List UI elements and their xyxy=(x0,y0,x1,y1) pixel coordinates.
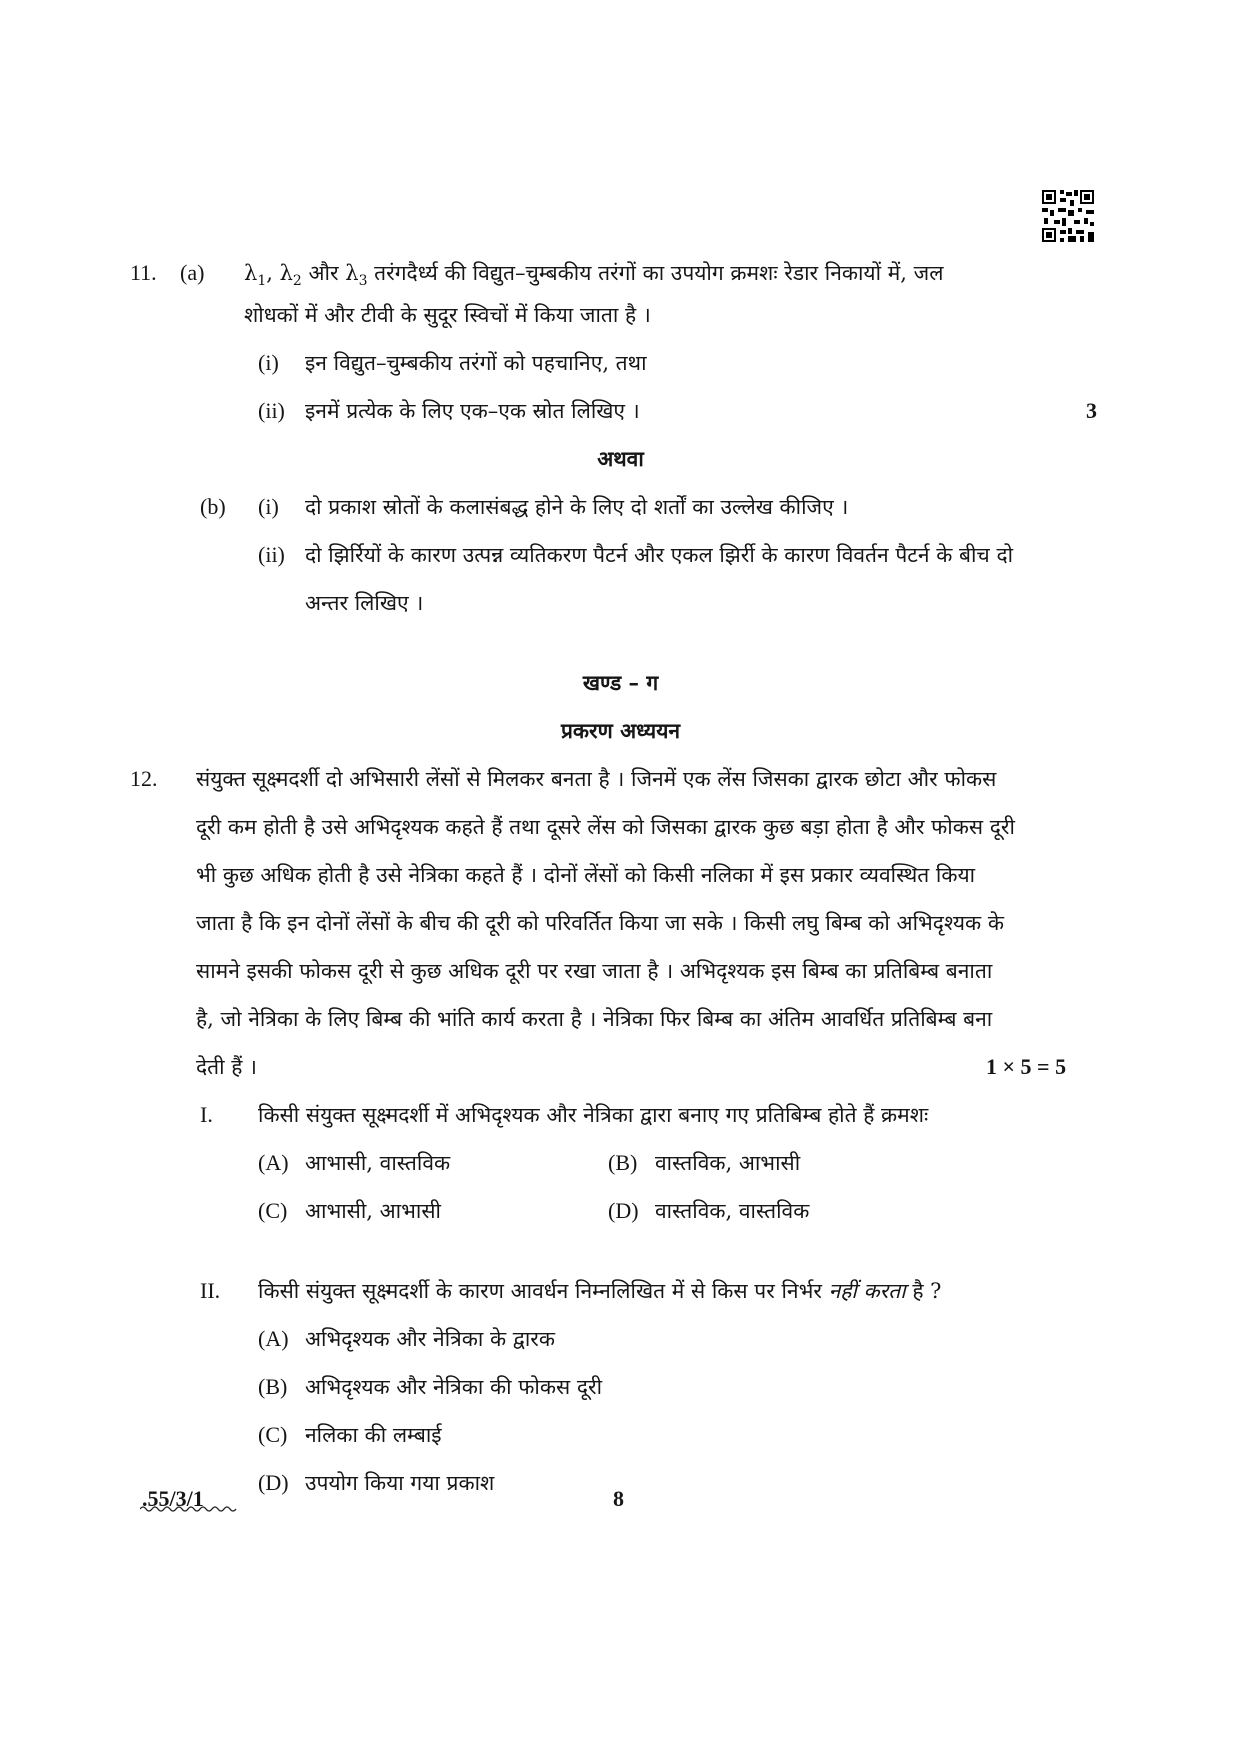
case-study-line: है, जो नेत्रिका के लिए बिम्ब की भांति कार्य करता है । नेत्रिका फिर बिम्ब का अंतिम आवर्धित प्रतिबिम्ब बना xyxy=(196,1007,993,1031)
section-subtitle: प्रकरण अध्ययन xyxy=(560,718,681,743)
part-label: (b) xyxy=(200,494,226,519)
subquestion-label: I. xyxy=(200,1102,213,1127)
subpart-text: दो प्रकाश स्रोतों के कलासंबद्ध होने के लिए दो शर्तों का उल्लेख कीजिए । xyxy=(305,495,849,519)
option-label: (B) xyxy=(258,1374,288,1399)
case-study-line: संयुक्त सूक्ष्मदर्शी दो अभिसारी लेंसों से मिलकर बनता है । जिनमें एक लेंस जिसका द्वारक छोटा और फोकस xyxy=(196,767,997,791)
option-text: वास्तविक, वास्तविक xyxy=(655,1199,810,1223)
option-text: वास्तविक, आभासी xyxy=(655,1151,801,1175)
option-label: (D) xyxy=(258,1470,289,1495)
subquestion-text: किसी संयुक्त सूक्ष्मदर्शी के कारण आवर्धन निम्नलिखित में से किस पर निर्भर नहीं करता है ? xyxy=(258,1279,942,1303)
subpart-label: (i) xyxy=(258,494,279,519)
question-text: शोधकों में और टीवी के सुदूर स्विचों में किया जाता है । xyxy=(244,303,651,327)
option-text: उपयोग किया गया प्रकाश xyxy=(305,1471,495,1495)
or-separator: अथवा xyxy=(597,446,644,471)
subpart-text: दो झिर्रियों के कारण उत्पन्न व्यतिकरण पैटर्न और एकल झिर्री के कारण विवर्तन पैटर्न के बीच दो xyxy=(305,543,1014,567)
subpart-label: (i) xyxy=(258,350,279,375)
subquestion-label: II. xyxy=(200,1278,221,1303)
page-number: 8 xyxy=(613,1486,624,1511)
wavy-underline xyxy=(140,1505,238,1513)
option-text: आभासी, आभासी xyxy=(305,1199,441,1223)
subpart-text: इनमें प्रत्येक के लिए एक–एक स्रोत लिखिए । xyxy=(305,399,640,423)
option-text: आभासी, वास्तविक xyxy=(305,1151,451,1175)
case-study-line: देती हैं । xyxy=(196,1055,258,1079)
question-number: 12. xyxy=(130,766,158,791)
section-title: खण्ड – ग xyxy=(582,670,659,695)
part-label: (a) xyxy=(180,260,205,285)
option-label: (A) xyxy=(258,1326,289,1351)
paper-code: .55/3/1 xyxy=(142,1486,204,1511)
marks: 1 × 5 = 5 xyxy=(986,1054,1067,1079)
option-text: अभिदृश्यक और नेत्रिका की फोकस दूरी xyxy=(305,1375,603,1399)
option-label: (B) xyxy=(608,1150,638,1175)
question-text: $\lambda_1$, $\lambda_2$ और $\lambda_3$ तरंगदैर्ध्य की विद्युत–चुम्बकीय तरंगों का उपयोग क्रमशः रेडार निकायों में, जल xyxy=(244,261,944,290)
option-text: नलिका की लम्बाई xyxy=(305,1423,442,1447)
subpart-label: (ii) xyxy=(258,398,285,423)
case-study-line: सामने इसकी फोकस दूरी से कुछ अधिक दूरी पर रखा जाता है । अभिदृश्यक इस बिम्ब का प्रतिबिम्ब बनाता xyxy=(196,959,993,983)
subpart-label: (ii) xyxy=(258,542,285,567)
marks: 3 xyxy=(1086,398,1097,423)
qr-code-icon xyxy=(1040,188,1096,244)
subpart-text: अन्तर लिखिए । xyxy=(305,591,424,615)
option-label: (C) xyxy=(258,1198,288,1223)
case-study-line: जाता है कि इन दोनों लेंसों के बीच की दूरी को परिवर्तित किया जा सके । किसी लघु बिम्ब को अभिदृश्यक के xyxy=(196,911,1004,935)
case-study-line: भी कुछ अधिक होती है उसे नेत्रिका कहते हैं । दोनों लेंसों को किसी नलिका में इस प्रकार व्यवस्थित किया xyxy=(196,863,976,887)
option-label: (A) xyxy=(258,1150,289,1175)
subquestion-text: किसी संयुक्त सूक्ष्मदर्शी में अभिदृश्यक और नेत्रिका द्वारा बनाए गए प्रतिबिम्ब होते हैं क्रमशः xyxy=(258,1103,929,1127)
option-text: अभिदृश्यक और नेत्रिका के द्वारक xyxy=(305,1327,556,1351)
question-number: 11. xyxy=(130,260,157,285)
case-study-line: दूरी कम होती है उसे अभिदृश्यक कहते हैं तथा दूसरे लेंस को जिसका द्वारक कुछ बड़ा होता है और फोकस दूरी xyxy=(196,815,1015,839)
subpart-text: इन विद्युत–चुम्बकीय तरंगों को पहचानिए, तथा xyxy=(305,351,647,375)
option-label: (D) xyxy=(608,1198,639,1223)
option-label: (C) xyxy=(258,1422,288,1447)
